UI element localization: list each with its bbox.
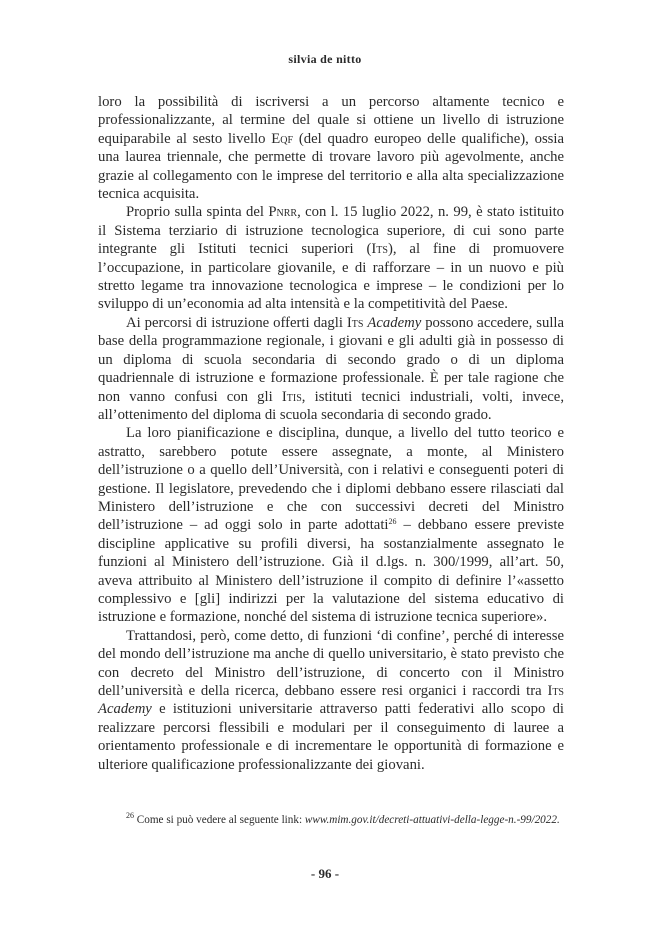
body-text bbox=[98, 93, 564, 774]
paragraph bbox=[98, 203, 564, 313]
paragraph bbox=[98, 627, 564, 774]
text-run: Ai percorsi di istruzione offerti dagli bbox=[126, 314, 347, 331]
paragraph bbox=[98, 314, 564, 424]
text-run: , con l. 15 luglio 2022, n. 99, è stato istituito il Sistema terziario di istruzione tecnologica superiore, di cui sono parte integrante gli Istituti tecnici superiori ( bbox=[98, 204, 564, 258]
acronym: Pnrr bbox=[268, 204, 298, 221]
text-run: , istituti tecnici industriali, volti, invece, all’ottenimento del diploma di scuola secondaria di secondo grado. bbox=[98, 388, 564, 423]
acronym: Itis bbox=[281, 388, 302, 405]
acronym: Its bbox=[547, 683, 564, 699]
paragraph bbox=[98, 424, 564, 626]
footnote-26 bbox=[98, 812, 564, 829]
paragraph bbox=[98, 93, 564, 203]
text-run: possono accedere, sulla base della programmazione regionale, i giovani e gli adulti già in possesso di un diploma di scuola secondaria di secondo grado o di un diploma quadriennale di istruzione e formazione professionale. È per tale ragione che non vanno confusi con gli bbox=[98, 314, 565, 405]
text-run: loro la possibilità di iscriversi a un percorso altamente tecnico e professionalizzante, al termine del quale si ottiene un livello di istruzione equiparabile al sesto livello bbox=[98, 94, 564, 147]
running-header: silvia de nitto bbox=[288, 52, 362, 66]
acronym: Its bbox=[371, 241, 388, 258]
footnote-ref: 26 bbox=[126, 811, 134, 820]
text-run: ), al fine di promuovere l’occupazione, in particolare giovanile, e di rafforzare – in un nuovo e più stretto legame tra innovazione tecnologica e imprese – le condizioni per lo sviluppo di un’economia ad alta intensità e la competitività del Paese. bbox=[98, 241, 564, 313]
text-run: La loro pianificazione e disciplina, dunque, a livello del tutto teorico e astratto, sarebbero potute essere assegnate, a monte, al Ministero dell’istruzione o a quello dell’Università, con i relativi e conseguenti poteri di gestione. Il legislatore, prevedendo che i diplomi debbano essere rilasciati dal Ministero dell’istruzione e che con successivi decreti del Ministro dell’istruzione – ad oggi solo in parte adottati bbox=[98, 425, 564, 534]
page-number: - 96 - bbox=[310, 866, 340, 881]
footnote-ref: 26 bbox=[388, 517, 397, 527]
text-run: (del quadro europeo delle qualifiche), ossia una laurea triennale, che permette di trovare lavoro più agevolmente, anche grazie al collegamento con le imprese del territorio e alla alta specializzazione tecnica acquisita. bbox=[98, 130, 564, 203]
text-run: Come si può vedere al seguente link: bbox=[134, 814, 305, 826]
italic-text: Academy bbox=[98, 701, 152, 718]
text-run: e istituzioni universitarie attraverso patti federativi allo scopo di realizzare percorsi flessibili e modulari per il conseguimento di lauree a orientamento professionale e di incrementare le opportunità di formazione e ulteriore qualificazione professionalizzante dei giovani. bbox=[98, 701, 564, 773]
acronym: Its bbox=[346, 314, 364, 331]
text-run: Proprio sulla spinta del bbox=[126, 204, 269, 221]
italic-text: www.mim.gov.it/decreti-attuativi-della-legge-n.-99/2022. bbox=[304, 814, 560, 826]
acronym: Eqf bbox=[271, 130, 294, 147]
italic-text: Academy bbox=[367, 314, 422, 331]
text-run: – debbano essere previste discipline applicative su profili diversi, ha sostanzialmente assegnato le funzioni al Ministero dell’istruzione. Già il d.lgs. n. 300/1999, all’art. 50, aveva attribuito al Ministero dell’istruzione il compito di definire l’«assetto complessivo e [gli] indirizzi per la valutazione del sistema educativo di istruzione e formazione, nonché del sistema di istruzione tecnica superiore». bbox=[98, 517, 564, 626]
text-run: Trattandosi, però, come detto, di funzioni ‘di confine’, perché di interesse del mondo dell’istruzione ma anche di quello universitario, è stato previsto che con decreto del Ministro dell’istruzione, di concerto con il Ministro dell’università e della ricerca, debbano essere resi organici i raccordi tra bbox=[98, 627, 564, 699]
